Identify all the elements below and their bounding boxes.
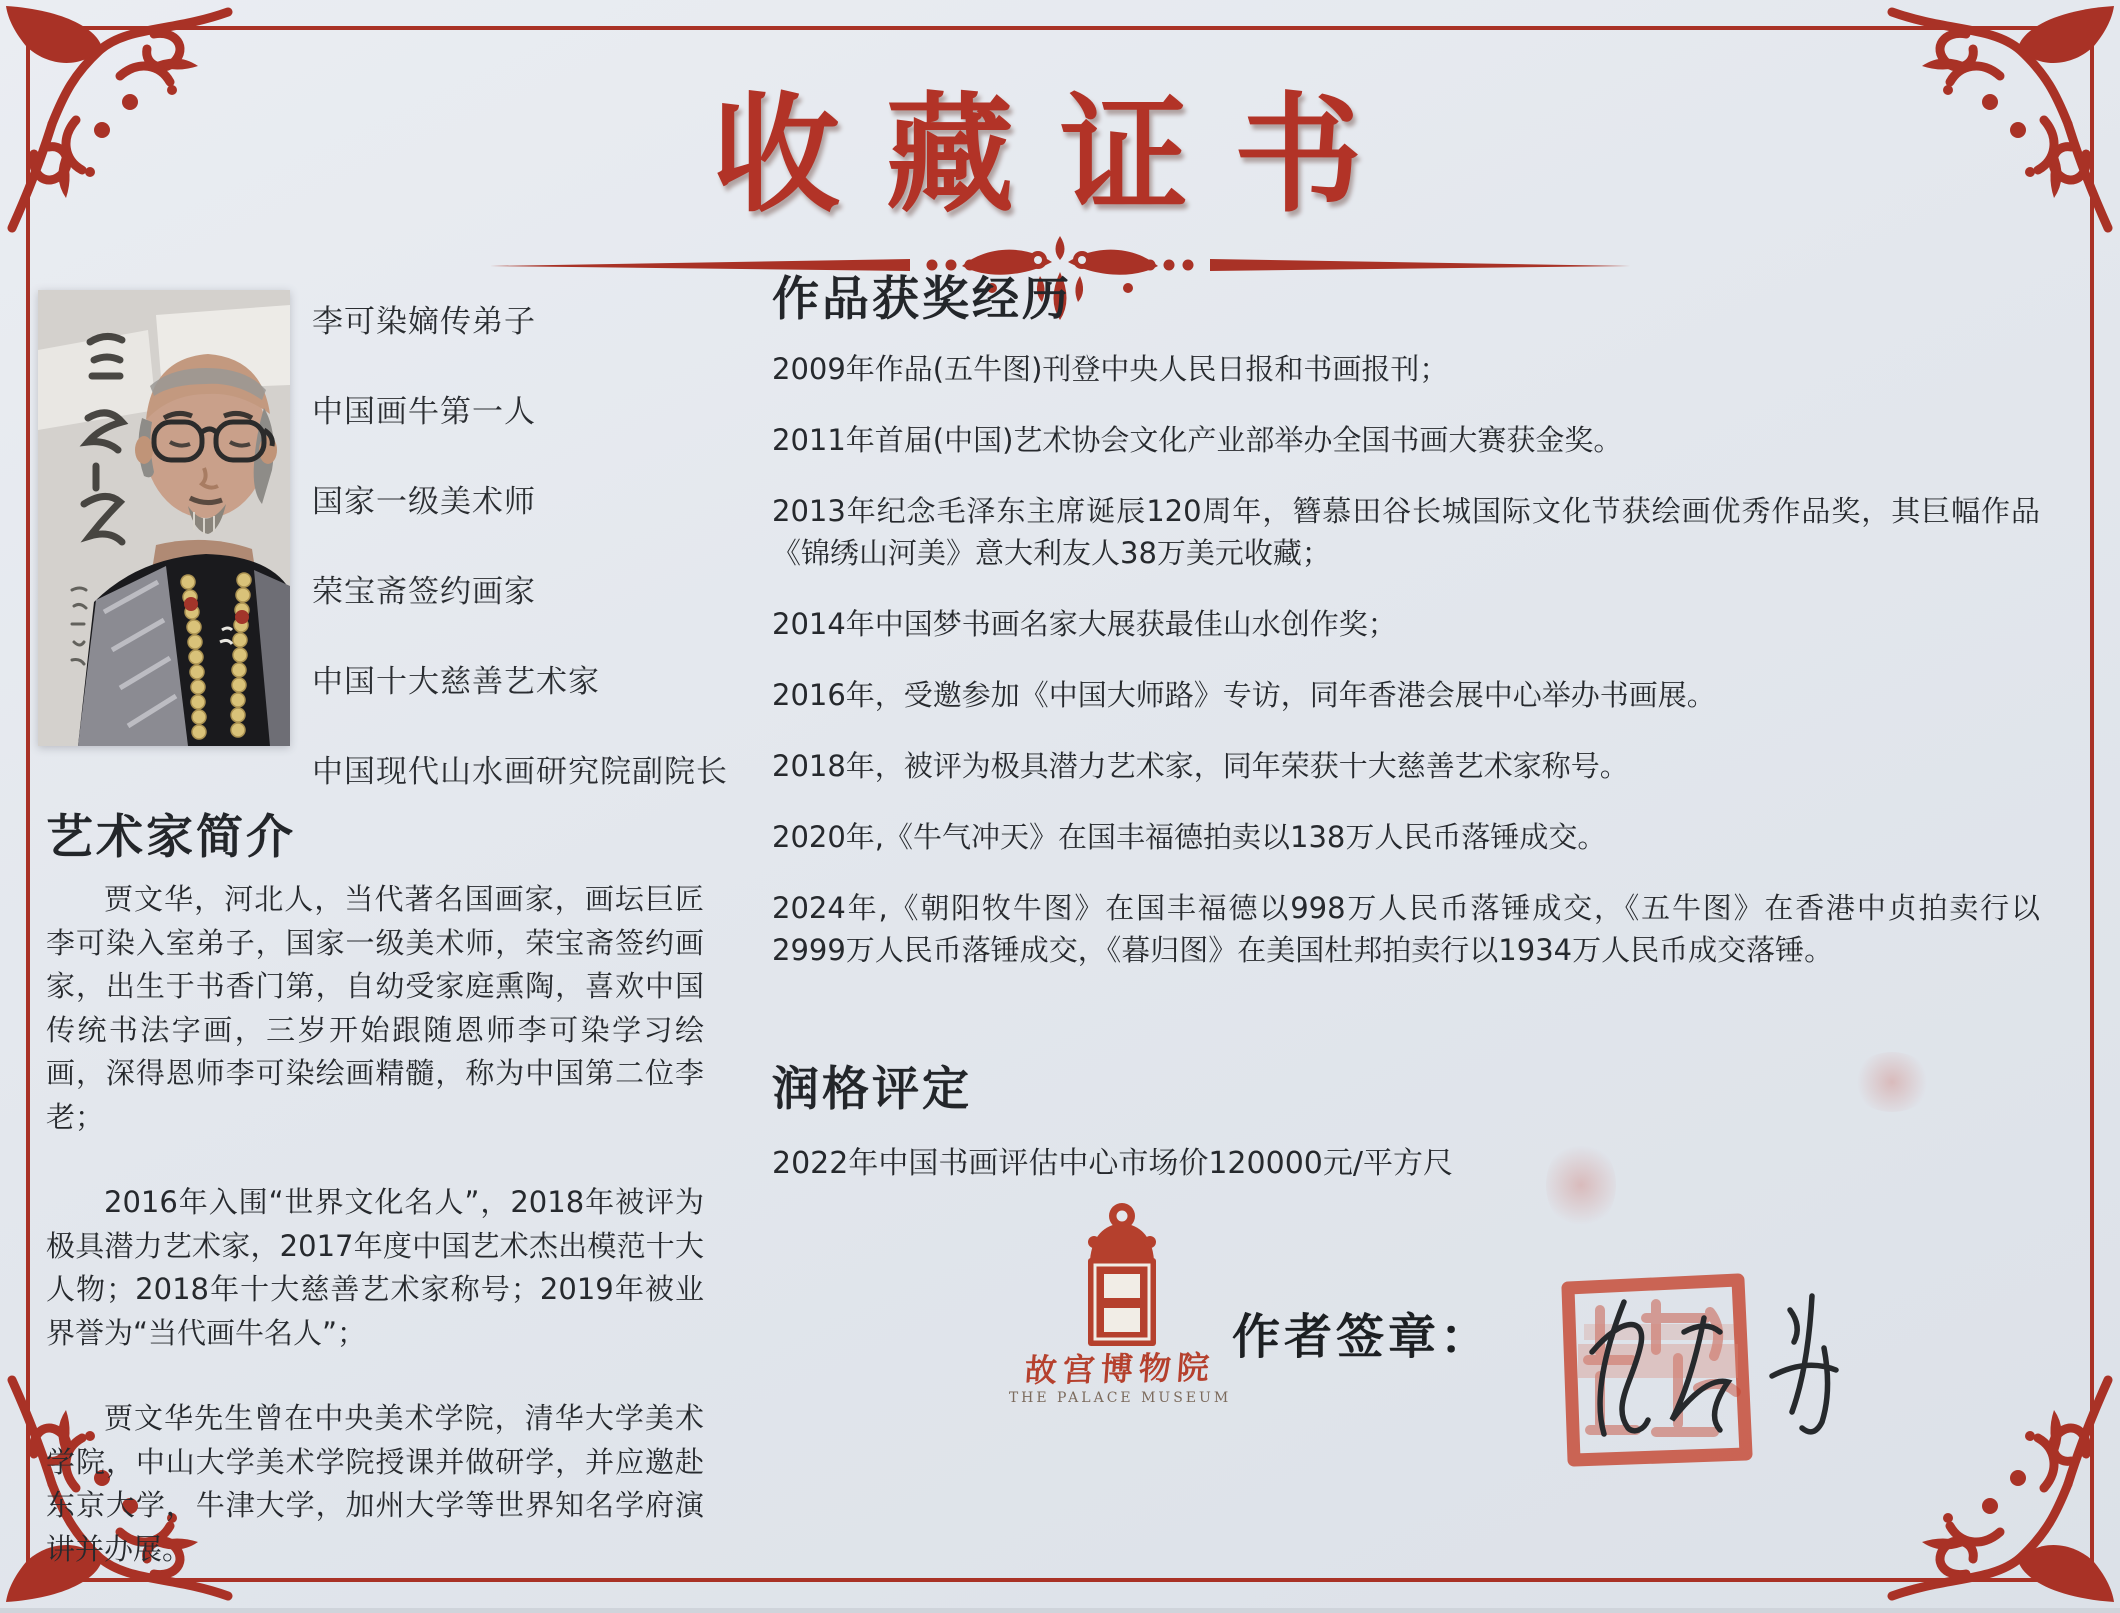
- credentials-list: [312, 296, 742, 836]
- award-item: 2013年纪念毛泽东主席诞辰120周年，簪慕田谷长城国际文化节获绘画优秀作品奖，其巨幅作品《锦绣山河美》意大利友人38万美元收藏；: [772, 494, 2040, 571]
- credential-item: 中国十大慈善艺术家: [312, 664, 600, 700]
- stain: [1546, 1140, 1616, 1230]
- awards-heading: 作品获奖经历: [772, 272, 1072, 327]
- credential-item: 李可染嫡传弟子: [312, 304, 536, 340]
- credential-item: 中国画牛第一人: [312, 394, 536, 430]
- award-item: 2024年,《朝阳牧牛图》在国丰福德以998万人民币落锤成交，《五牛图》在香港中贞拍卖行以2999万人民币落锤成交，《暮归图》在美国杜邦拍卖行以1934万人民币成交落锤。: [772, 891, 2040, 968]
- award-item: 2009年作品(五牛图)刊登中央人民日报和书画报刊；: [772, 352, 1449, 386]
- intro-paragraph: 贾文华，河北人，当代著名国画家，画坛巨匠李可染入室弟子，国家一级美术师，荣宝斋签约画家，出生于书香门第，自幼受家庭熏陶，喜欢中国传统书法字画，三岁开始跟随恩师李可染学习绘画，深得恩师李可染绘画精髓，称为中国第二位李老；: [46, 882, 704, 1134]
- signature-label: 作者签章：: [1232, 1309, 1493, 1365]
- museum-name-chinese: 故宫博物院: [1023, 1348, 1217, 1390]
- credential-item: 国家一级美术师: [312, 484, 536, 520]
- corner-ornament-bottom-right: [1878, 1366, 2118, 1606]
- award-item: 2018年，被评为极具潜力艺术家，同年荣获十大慈善艺术家称号。: [772, 749, 1629, 784]
- artist-photo: [38, 290, 290, 746]
- artist-intro-heading: 艺术家简介: [46, 810, 296, 865]
- intro-paragraph: 贾文华先生曾在中央美术学院，清华大学美术学院，中山大学美术学院授课并做研学，并应邀赴东京大学，牛津大学，加州大学等世界知名学府演讲并办展。: [46, 1401, 704, 1566]
- artist-intro-paragraphs: [46, 878, 704, 1613]
- page-title: 收藏证书: [711, 80, 1408, 230]
- palace-museum-logo: [1042, 1198, 1202, 1348]
- awards-list: [772, 348, 2040, 1000]
- price-heading: 润格评定: [772, 1062, 972, 1117]
- credential-item: 中国现代山水画研究院副院长: [312, 754, 728, 790]
- intro-paragraph: 2016年入围“世界文化名人”，2018年被评为极具潜力艺术家，2017年度中国艺术杰出模范十大人物；2018年十大慈善艺术家称号；2019年被业界誉为“当代画牛名人”；: [46, 1185, 704, 1350]
- award-item: 2020年,《牛气冲天》在国丰福德拍卖以138万人民币落锤成交。: [772, 820, 1607, 855]
- award-item: 2011年首届(中国)艺术协会文化产业部举办全国书画大赛获金奖。: [772, 423, 1623, 458]
- museum-name-english: THE PALACE MUSEUM: [1008, 1390, 1232, 1406]
- price-text: 2022年中国书画评估中心市场价120000元/平方尺: [772, 1146, 1453, 1181]
- credential-item: 荣宝斋签约画家: [312, 574, 536, 610]
- red-seal: [1568, 1280, 1746, 1460]
- seal-and-signature: [1528, 1248, 1908, 1498]
- stain: [1852, 1052, 1932, 1112]
- award-item: 2014年中国梦书画名家大展获最佳山水创作奖；: [772, 607, 1397, 642]
- award-item: 2016年，受邀参加《中国大师路》专访，同年香港会展中心举办书画展。: [772, 678, 1716, 713]
